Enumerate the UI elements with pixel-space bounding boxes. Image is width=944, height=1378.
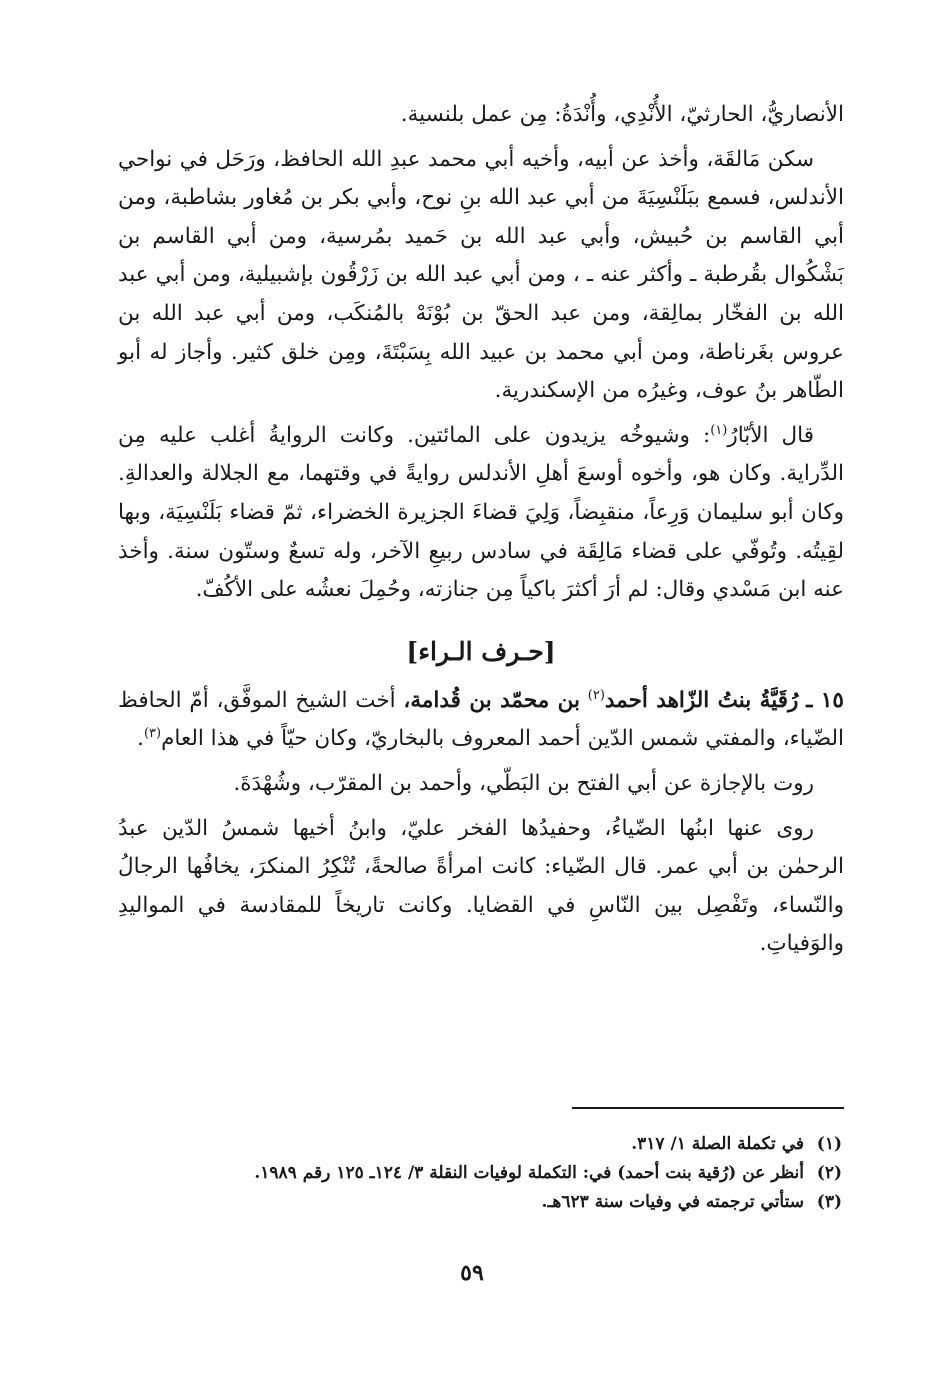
entry-text-end: . xyxy=(137,726,144,752)
footnote-3 xyxy=(142,1188,842,1217)
footnote-1 xyxy=(142,1130,842,1159)
footnote-number: (٢) xyxy=(816,1163,842,1183)
paragraph-students: روى عنها ابنُها الضّياءُ، وحفيدُها الفخر عليّ، وابنُ أخيها شمسُ الدّين عبدُ الرحمٰن بن أبي عمر. قال الضّياء: كانت امرأةً صالحةً، تُنْكِرُ المنكرَ، يخافُها الرجالُ والنّساء، وتَفْصِل بين النّاسِ في القضايا. وكانت تاريخاً للمقادسة في المواليدِ والوَفياتِ. xyxy=(118,815,844,957)
footnote-ref-2[interactable]: (٢) xyxy=(587,687,605,703)
entry-paragraph xyxy=(118,682,844,759)
footnote-text: أنظر عن (رُقية بنت أحمد) في: التكملة لوفيات النقلة ٣/ ١٢٤ـ ١٢٥ رقم ١٩٨٩. xyxy=(254,1163,804,1183)
footnote-ref-3[interactable]: (٣) xyxy=(143,726,162,742)
entry-text: أخت الشيخ الموفَّق، أمّ الحافظ الضّياء، والمفتي شمس الدّين أحمد المعروف بالبخاريّ، وكان حيّاً في هذا العام xyxy=(118,687,844,752)
footnote-2 xyxy=(142,1159,842,1188)
abbar-quote-start: قال الأبّارُ xyxy=(727,422,814,448)
entry-name-second: بن محمّد بن قُدامة، xyxy=(403,687,580,713)
page-number: ٥٩ xyxy=(460,1260,484,1286)
footnote-divider xyxy=(572,1107,844,1109)
footnote-number: (١) xyxy=(816,1134,842,1154)
footnotes xyxy=(142,1130,842,1217)
abbar-quote-rest: : وشيوخُه يزيدون على المائتين. وكانت الروايةُ أغلب عليه مِن الدِّراية. وكان هو، وأخوه أوسعَ أهلِ الأندلس روايةً في وقتهما، مع الجلالة والعدالةِ. وكان أبو سليمان وَرِعاً، منقبِضاً، وَلِيَ قضاءَ الجزيرة الخضراء، ثمّ قضاء بَلَنْسِيَة، وبها لقِيتُه. وتُوفّي على قضاء مَالِقَة في سادس ربيعِ الآخر، وله تسعٌ وستّون سنة. وأخذ عنه ابن مَسْدي وقال: لم أرَ أكثرَ باكياً مِن جنازته، وحُمِلَ نعشُه على الأكُفّ. xyxy=(118,422,844,603)
paragraph-nisba: الأنصاريُّ، الحارثيّ، الأُنْدِي، وأُنْدَةُ: مِن عمل بلنسية. xyxy=(400,102,844,127)
paragraph-narrations: روت بالإجازة عن أبي الفتح بن البَطّي، وأحمد بن المقرّب، وشُهْدَةَ. xyxy=(233,770,814,796)
entry-name-first: رُقَيَّةُ بنتُ الزّاهد أحمد xyxy=(604,687,799,713)
footnote-text: في تكملة الصلة ١/ ٣١٧. xyxy=(631,1134,804,1154)
paragraph-teachers: سكن مَالقَة، وأخذ عن أبيه، وأخيه أبي محمد عبدِ الله الحافظ، ورَحَل في نواحي الأندلس، فسمع ببَلَنْسِيَةَ من أبي عبد الله بنِ نوح، وأبي بكر بن مُغاور بشاطبة، ومن أبي القاسم بن حُبيش، وأبي عبد الله بن حَميد بمُرسية، ومن أبي القاسم بن بَشْكُوال بقُرطبة ـ وأكثر عنه ـ ، ومن أبي عبد الله بن زَرْقُون بإشبيلية، ومن أبي عبد الله بن الفخّار بمالِقة، ومن عبد الحقّ بن بُوْنَهْ بالمُنكَب، ومن أبي عبد الله بن عروس بغَرناطة، ومن أبي محمد بن عبيد الله بِسَبْتَةَ، ومِن خلق كثير. وأجاز له أبو الطّاهر بنُ عوف، وغيرُه من الإسكندرية. xyxy=(118,146,844,404)
paragraph-abbar-quote xyxy=(118,417,844,610)
footnote-text: ستأتي ترجمته في وفيات سنة ٦٢٣هـ. xyxy=(541,1192,804,1212)
footnote-ref-1[interactable]: (١) xyxy=(710,422,728,438)
footnote-number: (٣) xyxy=(816,1192,842,1212)
entry-number: ١٥ ـ xyxy=(806,687,844,713)
page-body xyxy=(118,94,844,970)
section-heading: [حـرف الـراء] xyxy=(406,636,556,666)
